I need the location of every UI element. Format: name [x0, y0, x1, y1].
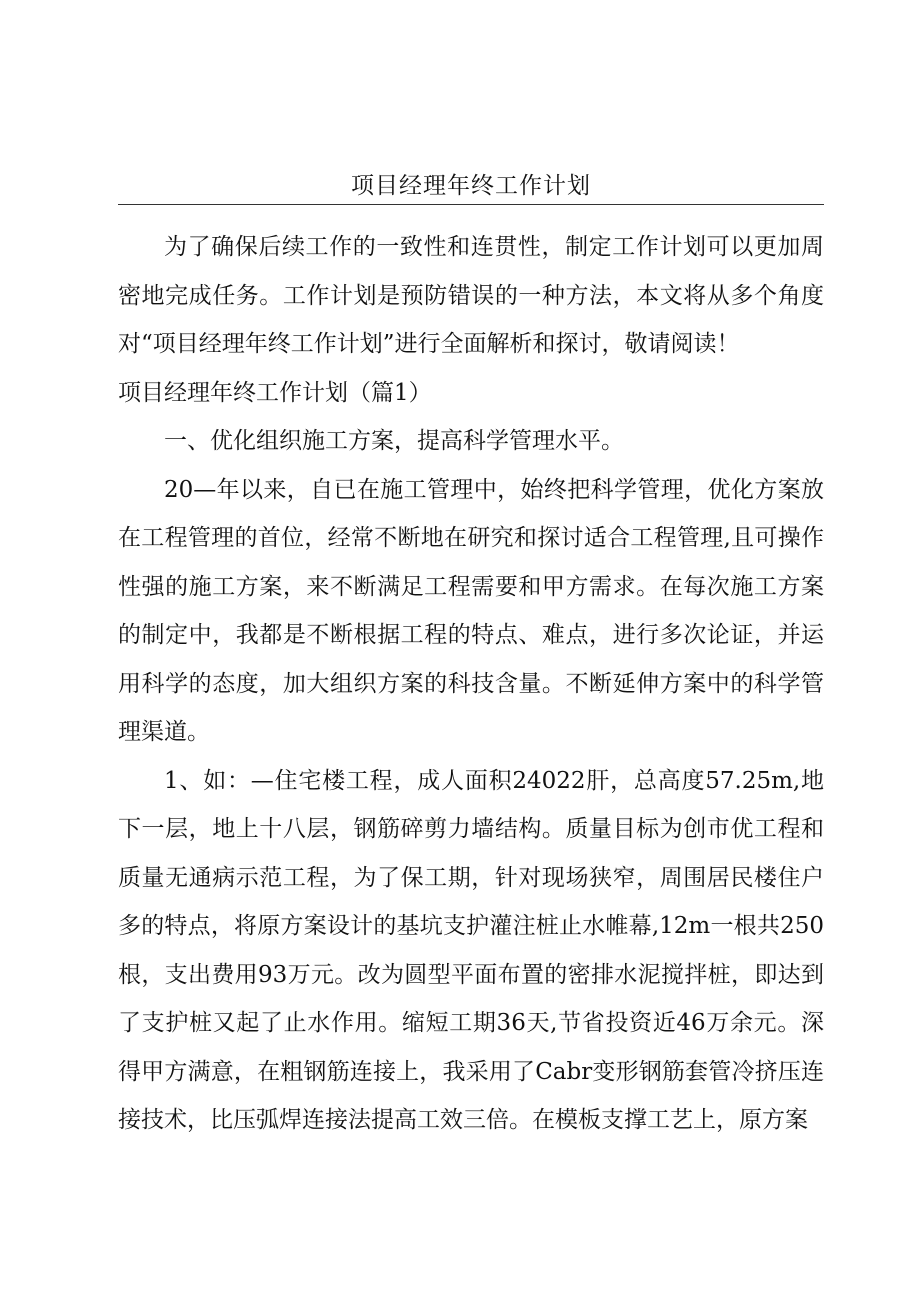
body-paragraph-1: 20—年以来，自已在施工管理中，始终把科学管理，优化方案放在工程管理的首位，经常不断地在研究和探讨适合工程管理,且可操作性强的施工方案，来不断满足工程需要和甲方需求。在每次施工方案的制定中，我都是不断根据工程的特点、难点，进行多次论证，并运用科学的态度，加大组织方案的科技含量。不断延伸方案中的科学管理渠道。 [118, 476, 824, 745]
document-title: 项目经理年终工作计划 [351, 173, 591, 199]
body-paragraph-2: 1、如：—住宅楼工程，成人面积24022肝，总高度57.25m,地下一层，地上十八层，钢筋碎剪力墙结构。质量目标为创市优工程和质量无通病示范工程，为了保工期，针对现场狭窄，周围居民楼住户多的特点，将原方案设计的基坑支护灌注桩止水帷幕,12m一根共250根，支出费用93万元。改为圆型平面布置的密排水泥搅拌桩，即达到了支护桩又起了止水作用。缩短工期36天,节省投资近46万余元。深得甲方满意，在粗钢筋连接上，我采用了Cabr变形钢筋套管冷挤压连接技术，比压弧焊连接法提高工效三倍。在模板支撑工艺上，原方案 [118, 767, 824, 1133]
title-underline [118, 204, 824, 205]
document-page [118, 168, 824, 1145]
subheading: 一、优化组织施工方案，提高科学管理水平。 [164, 428, 624, 454]
intro-paragraph: 为了确保后续工作的一致性和连贯性，制定工作计划可以更加周密地完成任务。工作计划是预防错误的一种方法，本文将从多个角度对“项目经理年终工作计划”进行全面解析和探讨，敬请阅读！ [118, 234, 824, 357]
section-heading: 项目经理年终工作计划（篇1） [118, 379, 432, 406]
